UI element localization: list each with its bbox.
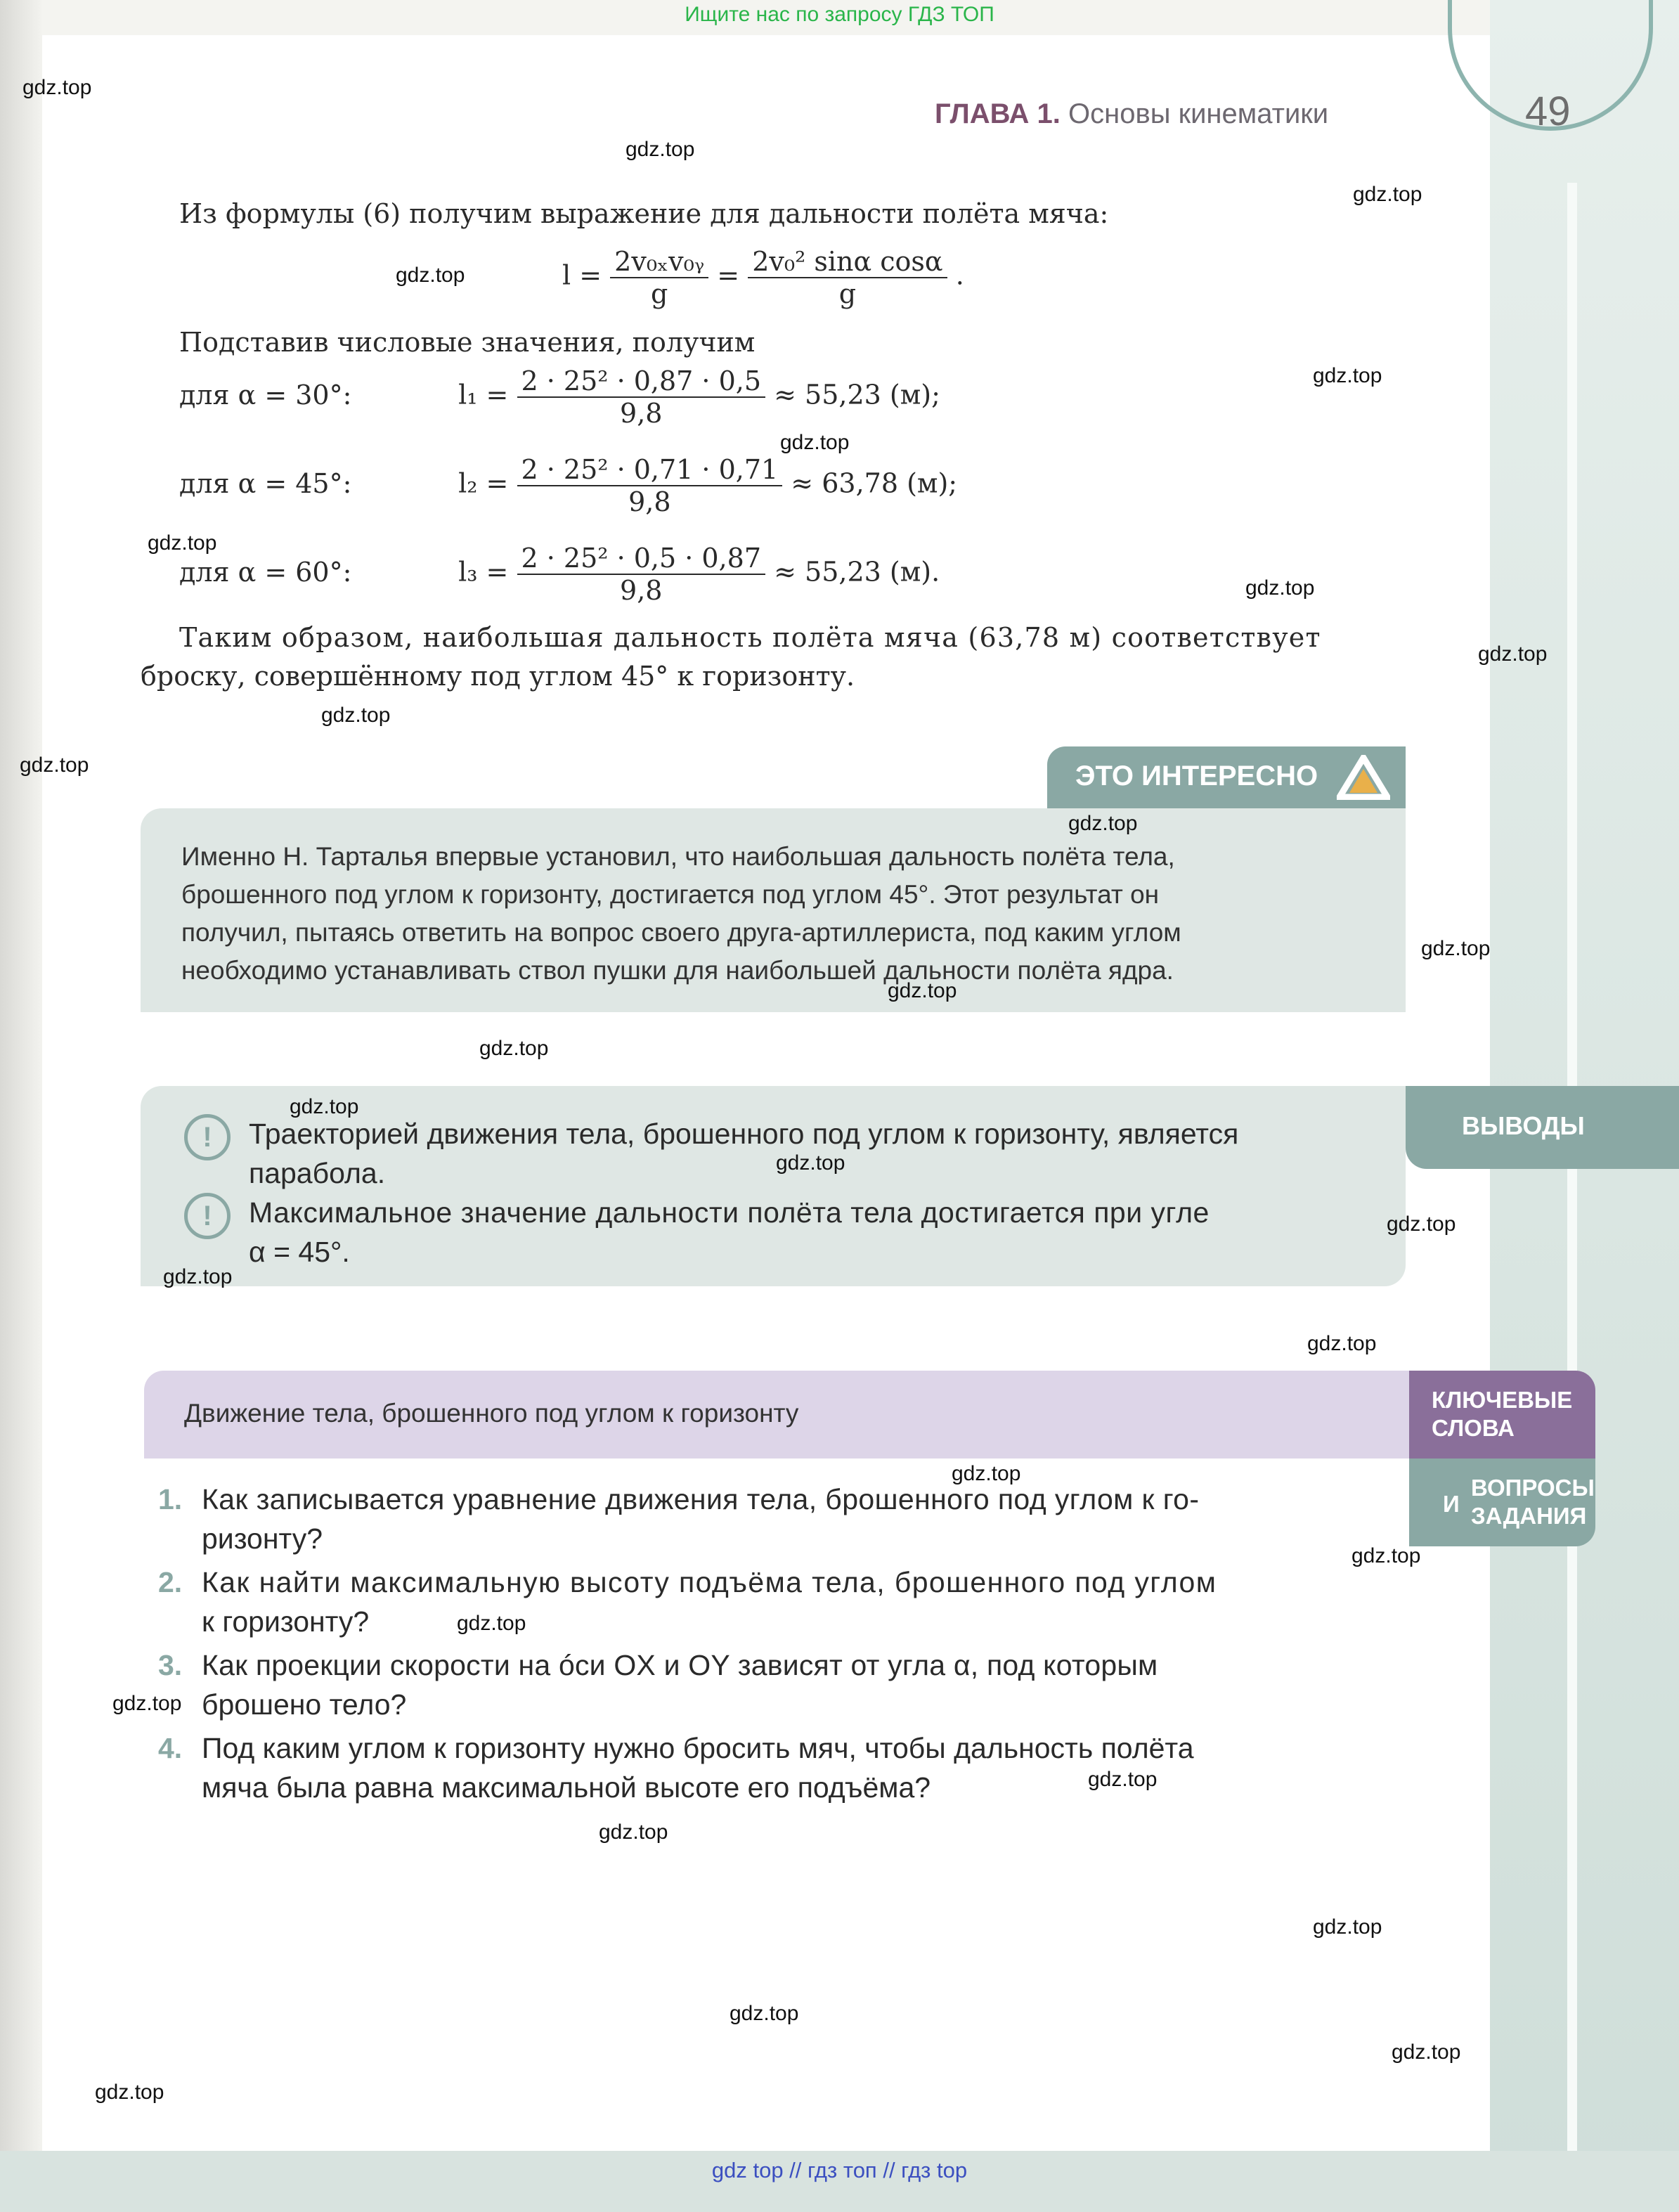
calc-denominator: 9,8 [620, 398, 663, 429]
watermark: gdz.top [888, 979, 957, 1002]
watermark: gdz.top [20, 753, 89, 777]
watermark: gdz.top [780, 431, 850, 454]
watermark: gdz.top [479, 1037, 549, 1060]
calc-row-30 [179, 366, 940, 429]
watermark: gdz.top [457, 1612, 526, 1635]
keywords-text: Движение тела, брошенного под углом к горизонту [184, 1399, 799, 1428]
interesting-line: Именно Н. Тарталья впервые установил, что наибольшая дальность полёта тела, [181, 842, 1175, 871]
watermark: gdz.top [1245, 576, 1315, 600]
calc-var: l₂ = [458, 467, 509, 499]
questions-tag-and: И [1443, 1491, 1460, 1517]
watermark: gdz.top [599, 1820, 668, 1844]
calc-label: для α = 45°: [179, 467, 352, 499]
question-text: Как найти максимальную высоту подъёма тела, брошенного под углом [202, 1566, 1217, 1598]
watermark: gdz.top [625, 138, 695, 161]
penrose-triangle-icon [1337, 755, 1390, 800]
calc-numerator: 2 · 25² · 0,87 · 0,5 [517, 366, 766, 398]
watermark: gdz.top [952, 1462, 1021, 1485]
watermark: gdz.top [1478, 642, 1548, 666]
calc-numerator: 2 · 25² · 0,5 · 0,87 [517, 543, 766, 575]
formula-equals: = [717, 259, 740, 291]
formula-numerator-2: 2v₀² sinα cosα [748, 246, 947, 278]
watermark: gdz.top [1387, 1212, 1456, 1236]
watermark: gdz.top [1068, 812, 1138, 835]
chapter-title: Основы кинематики [1068, 98, 1329, 129]
formula-denominator-2: g [838, 278, 857, 309]
formula-numerator-1: 2v₀ₓv₀ᵧ [610, 246, 708, 278]
watermark: gdz.top [163, 1265, 233, 1288]
question-text: ризонту? [202, 1522, 323, 1555]
calc-var: l₃ = [458, 556, 509, 588]
questions-tag-line: ЗАДАНИЯ [1471, 1503, 1587, 1529]
calc-numerator: 2 · 25² · 0,71 · 0,71 [517, 454, 783, 486]
formula-fraction-1 [610, 246, 708, 309]
watermark: gdz.top [1088, 1768, 1158, 1791]
range-formula [562, 246, 964, 309]
watermark: gdz.top [290, 1095, 359, 1118]
question-number: 2. [158, 1566, 183, 1598]
interesting-line: необходимо устанавливать ствол пушки для наибольшей дальности полёта ядра. [181, 956, 1174, 985]
watermark: gdz.top [1392, 2040, 1461, 2064]
keywords-tag [1409, 1371, 1595, 1459]
conclusion-text: α = 45°. [249, 1236, 350, 1268]
watermark: gdz.top [148, 531, 217, 555]
calc-var: l₁ = [458, 379, 509, 410]
formula-lhs: l = [562, 259, 602, 291]
question-text: Как проекции скорости на óси OX и OY зависят от угла α, под которым [202, 1649, 1158, 1681]
watermark: gdz.top [1313, 364, 1382, 387]
calc-row-45 [179, 454, 957, 517]
question-number: 4. [158, 1732, 183, 1764]
interesting-text [181, 838, 1181, 990]
keywords-tag-line: КЛЮЧЕВЫЕ [1432, 1387, 1573, 1413]
watermark: gdz.top [321, 704, 391, 727]
watermark: gdz.top [776, 1151, 845, 1175]
question-text: Как записывается уравнение движения тела, брошенного под углом к го- [202, 1483, 1200, 1515]
watermark: gdz.top [22, 76, 92, 99]
calc-result: ≈ 55,23 (м). [774, 556, 940, 588]
calc-result: ≈ 55,23 (м); [774, 379, 940, 410]
question-number: 1. [158, 1483, 183, 1515]
calc-denominator: 9,8 [620, 575, 663, 606]
top-search-banner[interactable]: Ищите нас по запросу ГДЗ ТОП [685, 3, 994, 26]
interesting-line: брошенного под углом к горизонту, достигается под углом 45°. Этот результат он [181, 880, 1160, 909]
chapter-label: ГЛАВА 1. [935, 98, 1061, 129]
interesting-tag [1047, 746, 1406, 808]
conclusion-text: Максимальное значение дальности полёта тела достигается при угле [249, 1196, 1210, 1229]
substitute-text: Подставив числовые значения, получим [179, 327, 756, 358]
chapter-header [935, 98, 1328, 130]
question-text: брошено тело? [202, 1688, 407, 1721]
calc-fraction [517, 454, 783, 517]
questions-tag-line: ВОПРОСЫ [1471, 1475, 1595, 1501]
interesting-tag-label: ЭТО ИНТЕРЕСНО [1075, 761, 1318, 791]
watermark: gdz.top [95, 2081, 164, 2104]
book-spine-shadow [0, 0, 42, 2212]
page-number: 49 [1525, 89, 1571, 134]
derivation-intro: Из формулы (6) получим выражение для дальности полёта мяча: [179, 198, 1109, 229]
conclusion-line-1: Таким образом, наибольшая дальность полёта мяча (63,78 м) соответствует [179, 622, 1321, 653]
formula-fraction-2 [748, 246, 947, 309]
bottom-watermark-banner: gdz top // гдз топ // гдз top [711, 2158, 968, 2182]
exclamation-icon: ! [184, 1114, 231, 1160]
keywords-tag-line: СЛОВА [1432, 1415, 1515, 1441]
formula-denominator-1: g [651, 278, 668, 309]
interesting-line: получил, пытаясь ответить на вопрос своего друга-артиллериста, под каким углом [181, 918, 1181, 947]
calc-fraction [517, 366, 766, 429]
conclusion-text: Траекторией движения тела, брошенного под углом к горизонту, является [249, 1118, 1239, 1150]
calc-result: ≈ 63,78 (м); [791, 467, 958, 499]
watermark: gdz.top [1351, 1544, 1421, 1567]
conclusion-text: парабола. [249, 1157, 386, 1189]
watermark: gdz.top [1313, 1915, 1382, 1939]
question-text: к горизонту? [202, 1605, 370, 1638]
watermark: gdz.top [1307, 1332, 1377, 1355]
conclusions-tag [1406, 1086, 1679, 1169]
question-text: Под каким углом к горизонту нужно бросить мяч, чтобы дальность полёта [202, 1732, 1194, 1764]
conclusion-line-2: броску, совершённому под углом 45° к горизонту. [141, 661, 855, 692]
calc-row-60 [179, 543, 940, 606]
watermark: gdz.top [1421, 937, 1491, 960]
calc-denominator: 9,8 [628, 486, 671, 517]
watermark: gdz.top [112, 1692, 182, 1715]
question-number: 3. [158, 1649, 183, 1681]
questions-tag [1409, 1459, 1595, 1546]
watermark: gdz.top [730, 2002, 799, 2025]
question-text: мяча была равна максимальной высоте его подъёма? [202, 1771, 931, 1804]
calc-label: для α = 60°: [179, 556, 352, 588]
watermark: gdz.top [396, 264, 465, 287]
calc-label: для α = 30°: [179, 379, 352, 410]
calc-fraction [517, 543, 766, 606]
formula-end: . [955, 259, 964, 291]
watermark: gdz.top [1353, 183, 1422, 206]
conclusions-tag-label: ВЫВОДЫ [1462, 1111, 1585, 1140]
exclamation-icon: ! [184, 1193, 231, 1239]
